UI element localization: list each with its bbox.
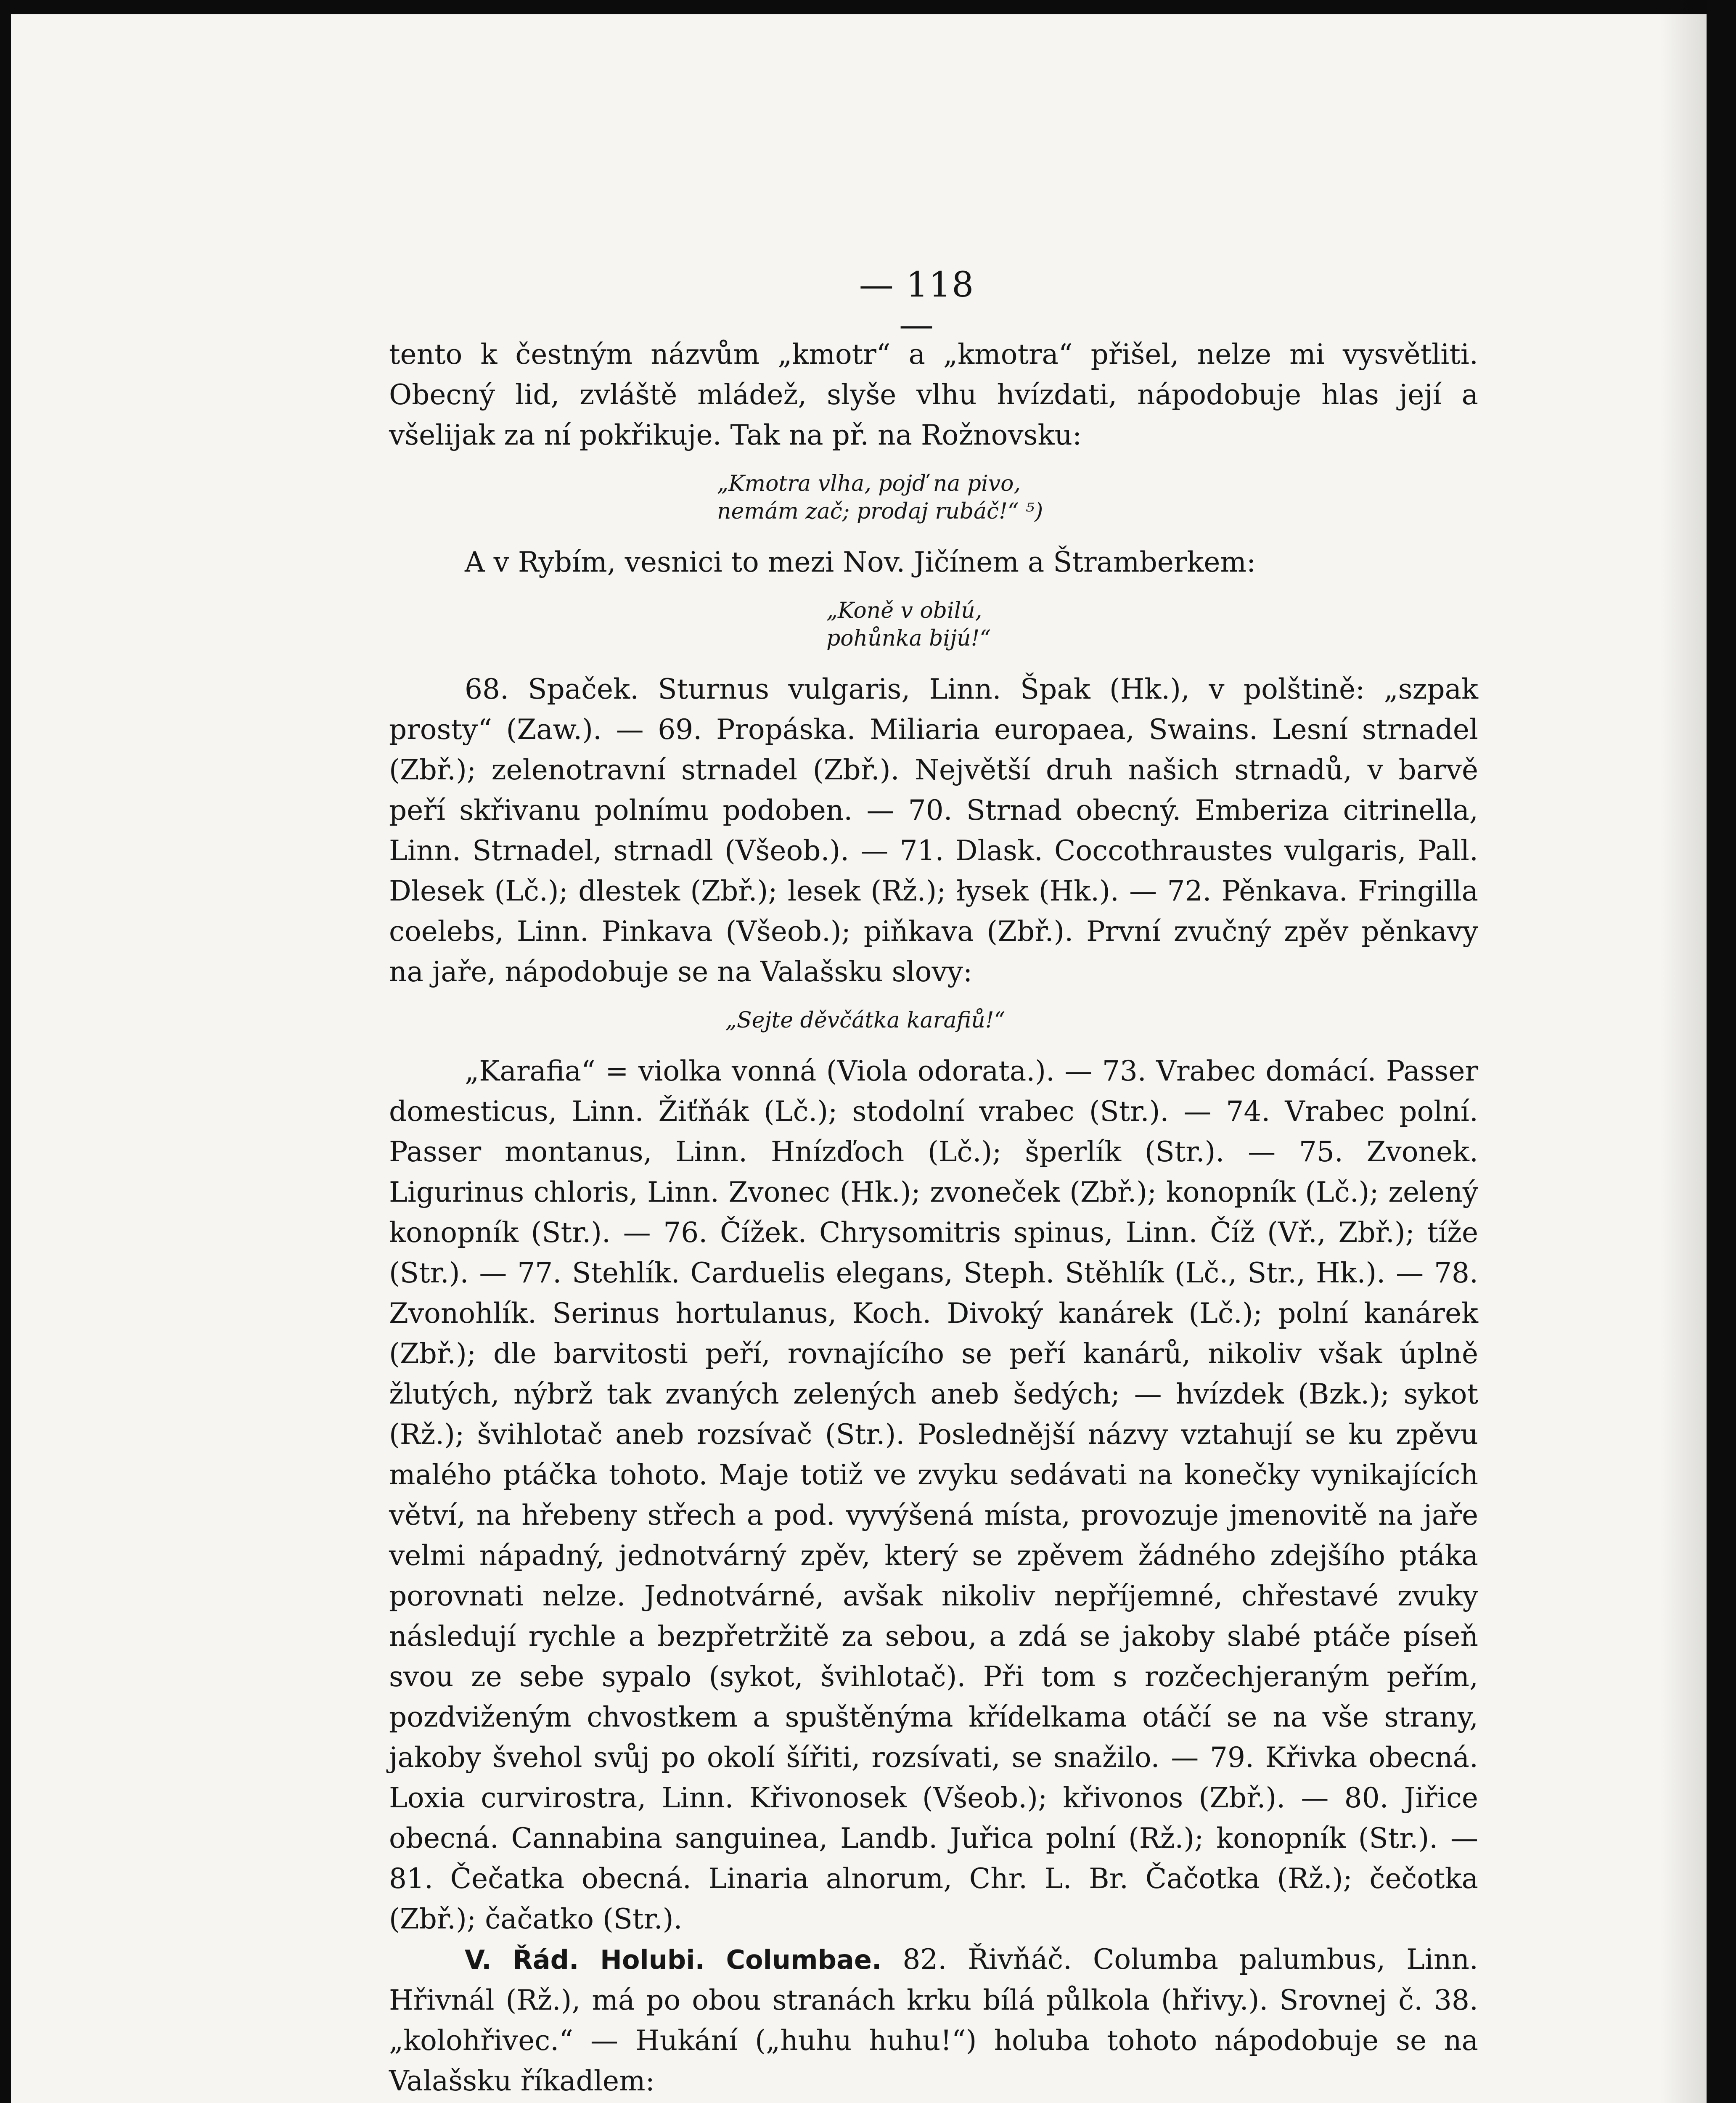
scan-border-right [1707,0,1736,2103]
scan-border-left [0,0,11,2103]
verse-rosnov [389,470,1478,525]
scan-border-top [0,0,1736,14]
paragraph-kmotr: tento k čestným názvům „kmotr“ a „kmotra“ přišel, nelze mi vysvětliti. Obecný lid, zvláště mládež, slyše vlhu hvízdati, nápodobuje hlas její a všelijak za ní pokřikuje. Tak na př. na Rožnovsku: [389,338,1478,451]
order-heading: V. Řád. Holubi. Columbae. [465,1944,882,1975]
scan-edge-shade [1660,0,1707,2103]
paragraph-species-73-81: „Karafia“ = violka vonná (Viola odorata.). — 73. Vrabec domácí. Passer domesticus, Linn. Žiťňák (Lč.); stodolní vrabec (Str.). — 74. Vrabec polní. Passer montanus, Linn. Hnízďoch (Lč.); šperlík (Str.). — 75. Zvonek. Ligurinus chloris, Linn. Zvonec (Hk.); zvoneček (Zbř.); konopník (Lč.); zelený konopník (Str.). — 76. Čížek. Chrysomitris spinus, Linn. Číž (Vř., Zbř.); tíže (Str.). — 77. Stehlík. Carduelis elegans, Steph. Stěhlík (Lč., Str., Hk.). — 78. Zvonohlík. Serinus hortulanus, Koch. Divoký kanárek (Lč.); polní kanárek (Zbř.); dle barvitosti peří, rovnajícího se peří kanárů, nikoliv však úplně žlutých, nýbrž tak zvaných zelených aneb šedých; — hvízdek (Bzk.); sykot (Rž.); švihlotač aneb rozsívač (Str.). Poslednější názvy vztahují se ku zpěvu malého ptáčka tohoto. Maje totiž ve zvyku sedávati na konečky vynikajících větví, na hřebeny střech a pod. vyvýšená místa, provozuje jmenovitě na jaře velmi nápadný, jednotvárný zpěv, který se zpěvem žádného zdejšího ptáka porovnati nelze. Jednotvárné, avšak nikoliv nepříjemné, chřestavé zvuky následují rychle a bezpřetržitě za sebou, a zdá se jakoby slabé ptáče píseň svou ze sebe sypalo (sykot, švihlotač). Při tom s rozčechjeraným peřím, pozdviženým chvostkem a spuštěnýma křídelkama otáčí se na vše strany, jakoby švehol svůj po okolí šířiti, rozsívati, se snažilo. — 79. Křivka obecná. Loxia curvirostra, Linn. Křivonosek (Všeob.); křivonos (Zbř.). — 80. Jiřice obecná. Cannabina sanguinea, Landb. Juřica polní (Rž.); konopník (Str.). — 81. Čečatka obecná. Linaria alnorum, Chr. L. Br. Čačotka (Rž.); čečotka (Zbř.); čačatko (Str.). [389,1055,1478,1935]
verse-line: „Koně v obilú, [826,598,982,623]
paragraph-species-68-72: 68. Spaček. Sturnus vulgaris, Linn. Špak (Hk.), v polštině: „szpak prosty“ (Zaw.). — 69. Propáska. Miliaria europaea, Swains. Lesní strnadel (Zbř.); zelenotravní strnadel (Zbř.). Největší druh našich strnadů, v barvě peří skřivanu polnímu podoben. — 70. Strnad obecný. Emberiza citrinella, Linn. Strnadel, strnadl (Všeob.). — 71. Dlask. Coccothraustes vulgaris, Pall. Dlesek (Lč.); dlestek (Zbř.); lesek (Rž.); łysek (Hk.). — 72. Pěnkava. Fringilla coelebs, Linn. Pinkava (Všeob.); piňkava (Zbř.). První zvučný zpěv pěnkavy na jaře, nápodobuje se na Valašsku slovy: [389,673,1478,988]
paragraph-order-columbae [389,1939,1478,2101]
order-heading-rest: 82. Řivňáč. Columba palumbus, Linn. [881,1943,1478,1976]
verse-pinkava [389,1006,1478,1034]
page-body [389,334,1478,2103]
verse-line: nemám zač; prodaj rubáč!“ ⁵) [717,499,1043,524]
verse-rybi [389,597,1478,652]
paragraph-holub: Hřivnál (Rž.), má po obou stranách krku bílá půlkola (hřivy.). Srovnej č. 38. „kolohřivec.“ — Hukání („huhu huhu!“) holuba tohoto nápodobuje se na Valašsku říkadlem: [389,1984,1478,2097]
verse-line: „Sejte děvčátka karafiů!“ [725,1008,1006,1033]
verse-line: pohůnka bijú!“ [826,626,991,651]
paragraph-rybi: A v Rybím, vesnici to mezi Nov. Jičínem a Štramberkem: [465,546,1256,578]
page-number: — 118 — [859,265,975,345]
verse-line: „Kmotra vlha, pojď na pivo, [717,471,1021,496]
